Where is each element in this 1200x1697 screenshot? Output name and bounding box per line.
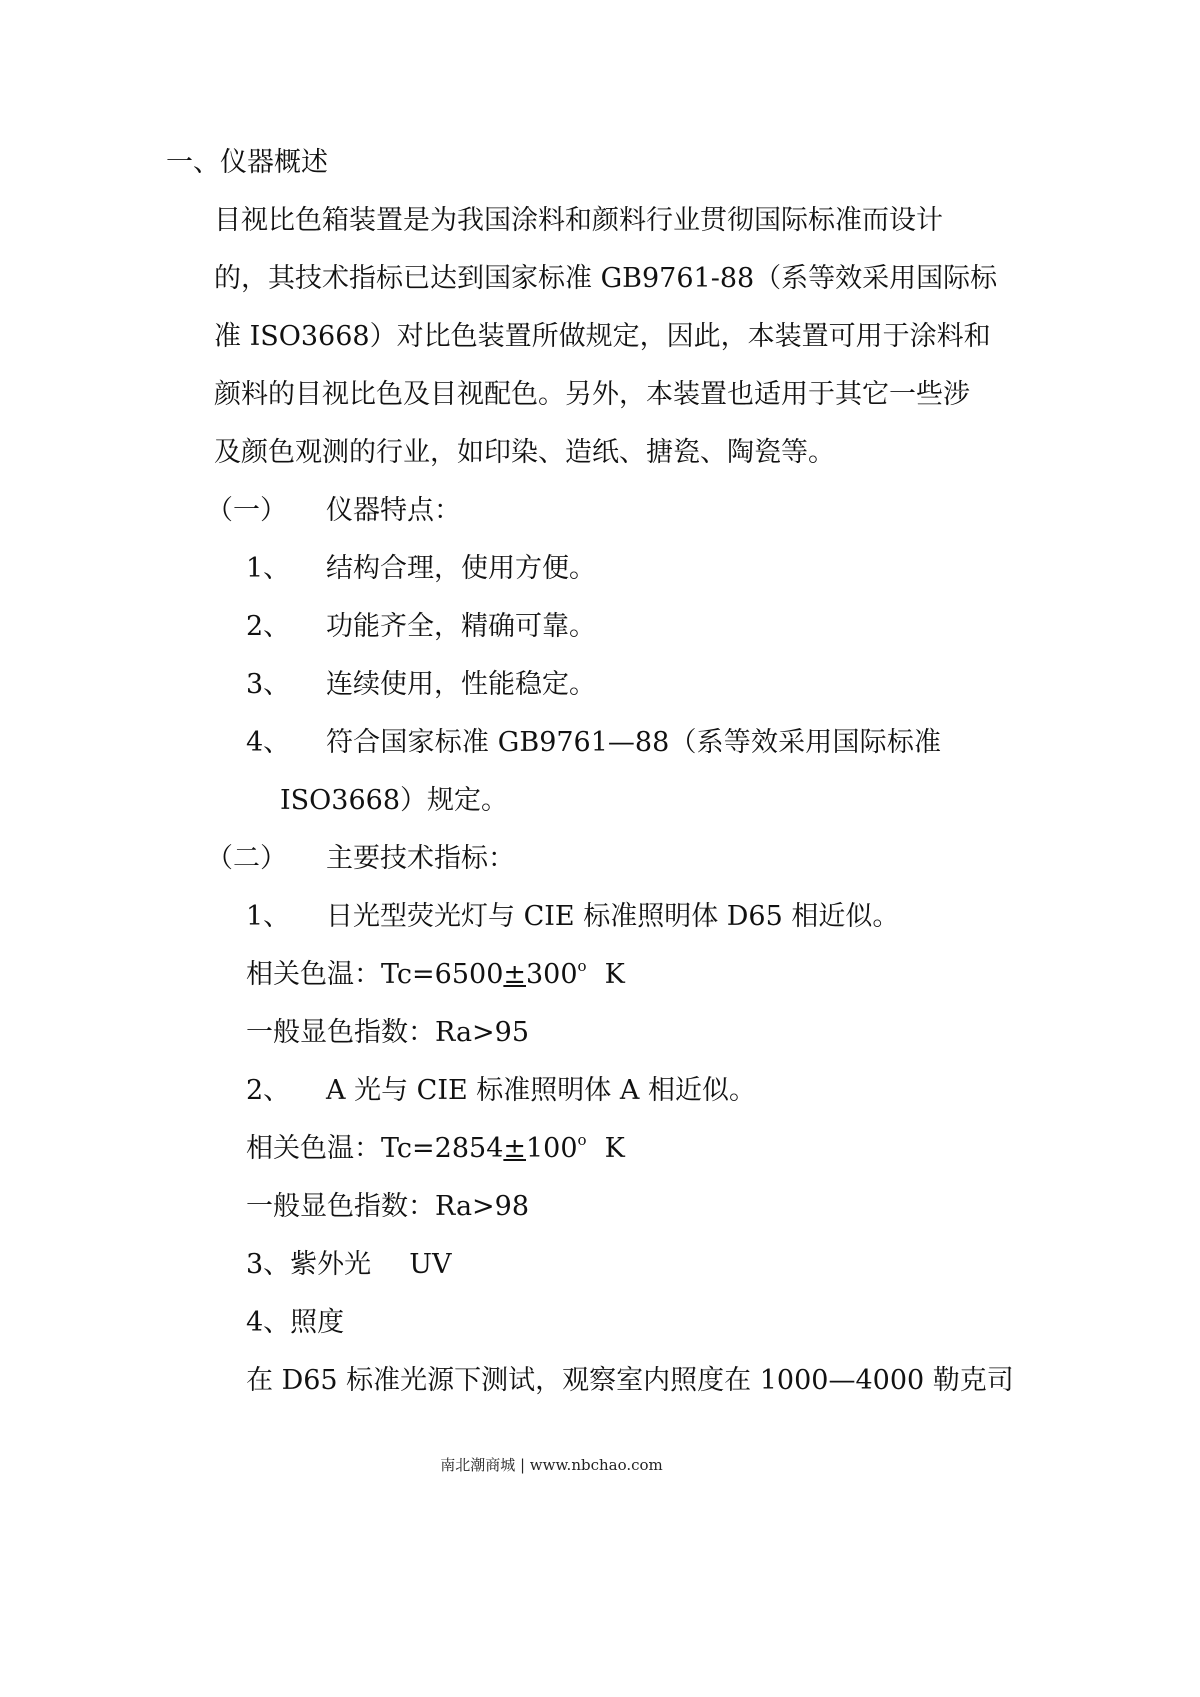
degree-mark: o <box>577 957 587 975</box>
color-temp-a-prefix: 相关色温：Tc=2854 <box>246 1133 504 1164</box>
subsection-2-title: 主要技术指标： <box>326 843 515 874</box>
subsection-1-title: 仪器特点： <box>326 495 461 526</box>
intro-line-1: 目视比色箱装置是为我国涂料和颜料行业贯彻国际标准而设计 <box>214 205 943 236</box>
spec-2-num: 2、 <box>246 1075 291 1106</box>
feature-3-num: 3、 <box>246 669 291 700</box>
color-temp-a-tolerance: 100 <box>526 1133 578 1164</box>
feature-4-continuation: ISO3668）规定。 <box>280 785 509 816</box>
color-rendering-index-d65: 一般显色指数：Ra>95 <box>246 1017 530 1048</box>
subsection-1-label: （一） <box>206 495 287 526</box>
spec-2-text: A 光与 CIE 标准照明体 A 相近似。 <box>326 1075 756 1106</box>
page-footer: 南北潮商城 | www.nbchao.com <box>440 1456 663 1474</box>
feature-1-num: 1、 <box>246 553 291 584</box>
spec-3-text: 3、紫外光 <box>246 1249 372 1280</box>
feature-4-text: 符合国家标准 GB9761—88（系等效采用国际标准 <box>326 727 941 758</box>
illuminance-description: 在 D65 标准光源下测试，观察室内照度在 1000—4000 勒克司 <box>246 1365 1014 1396</box>
feature-2-num: 2、 <box>246 611 291 642</box>
subsection-2-label: （二） <box>206 843 287 874</box>
feature-1-text: 结构合理，使用方便。 <box>326 553 596 584</box>
kelvin-unit: K <box>604 1133 625 1164</box>
spec-3-uv-label: UV <box>409 1249 452 1280</box>
color-rendering-index-a: 一般显色指数：Ra>98 <box>246 1191 530 1222</box>
color-temp-d65 <box>246 958 625 992</box>
kelvin-unit: K <box>604 959 625 990</box>
spec-4-illuminance: 4、照度 <box>246 1307 345 1338</box>
section-heading: 一、仪器概述 <box>166 147 328 178</box>
color-temp-d65-prefix: 相关色温：Tc=6500 <box>246 959 504 990</box>
degree-mark: o <box>577 1131 587 1149</box>
plus-minus-sign: ± <box>503 959 526 990</box>
spec-1-text: 日光型荧光灯与 CIE 标准照明体 D65 相近似。 <box>326 901 900 932</box>
plus-minus-sign: ± <box>503 1133 526 1164</box>
spec-3-uv <box>246 1248 451 1282</box>
feature-4-num: 4、 <box>246 727 291 758</box>
feature-2-text: 功能齐全，精确可靠。 <box>326 611 596 642</box>
intro-line-2: 的，其技术指标已达到国家标准 GB9761-88（系等效采用国际标 <box>214 263 998 294</box>
color-temp-d65-tolerance: 300 <box>526 959 578 990</box>
intro-line-4: 颜料的目视比色及目视配色。另外，本装置也适用于其它一些涉 <box>214 379 970 410</box>
feature-3-text: 连续使用，性能稳定。 <box>326 669 596 700</box>
color-temp-a <box>246 1132 625 1166</box>
spec-1-num: 1、 <box>246 901 291 932</box>
intro-line-3: 准 ISO3668）对比色装置所做规定，因此，本装置可用于涂料和 <box>214 321 991 352</box>
intro-line-5: 及颜色观测的行业，如印染、造纸、搪瓷、陶瓷等。 <box>214 437 835 468</box>
